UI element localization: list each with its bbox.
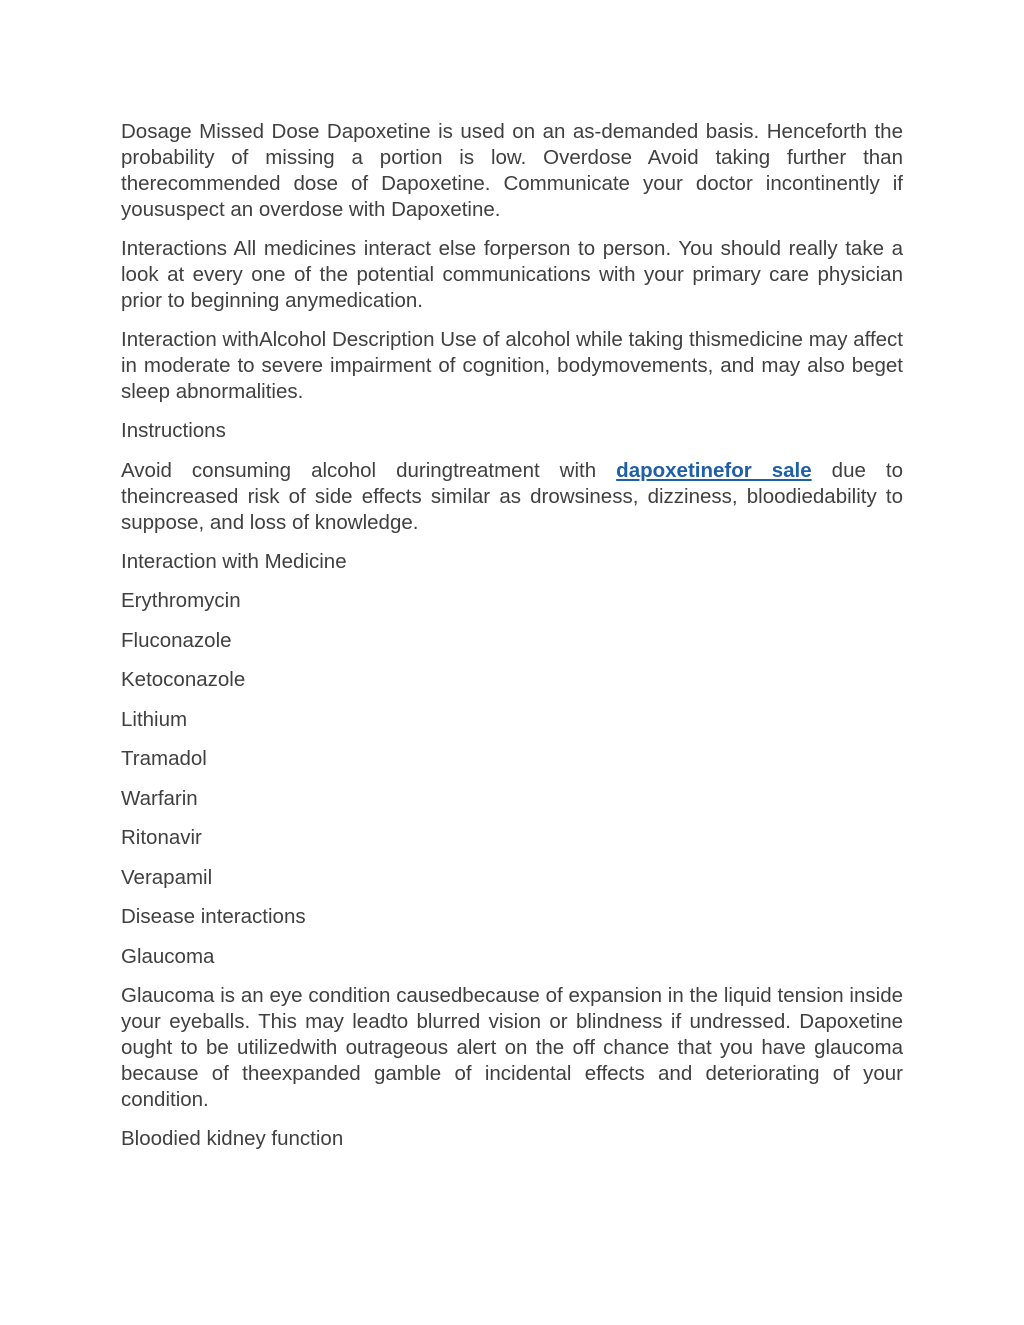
medicine-list — [121, 588, 903, 891]
document-page — [121, 119, 903, 1166]
avoid-alcohol-text-end: due to theincreased risk of side effects similar as drowsiness, dizziness, bloodiedability to suppose, and loss of knowledge. — [121, 458, 903, 534]
medicine-item-erythromycin: Erythromycin — [121, 589, 241, 612]
instructions-heading: Instructions — [121, 419, 226, 442]
medicine-item-ketoconazole: Ketoconazole — [121, 668, 246, 691]
glaucoma-heading: Glaucoma — [121, 944, 215, 968]
dapoxetine-for-sale-link[interactable]: dapoxetinefor sale — [616, 458, 812, 482]
glaucoma-paragraph: Glaucoma is an eye condition causedbecause of expansion in the liquid tension inside your eyeballs. This may leadto blurred vision or blindness if undressed. Dapoxetine ought to be utilizedwith outrageous alert on the off chance that you have glaucoma because of theexpanded gamble of incidental effects and deteriorating of your condition. — [121, 984, 903, 1111]
medicine-item-fluconazole: Fluconazole — [121, 628, 232, 652]
dosage-paragraph: Dosage Missed Dose Dapoxetine is used on an as-demanded basis. Henceforth the probability of missing a portion is low. Overdose Avoid taking further than therecommended dose of Dapoxetine. Communicate your doctor incontinently if yoususpect an overdose with Dapoxetine. — [121, 120, 903, 221]
disease-interactions-heading: Disease interactions — [121, 905, 306, 928]
medicine-item-ritonavir: Ritonavir — [121, 826, 202, 849]
medicine-item-warfarin: Warfarin — [121, 786, 198, 810]
medicine-item-lithium: Lithium — [121, 707, 188, 731]
medicine-interaction-heading: Interaction with Medicine — [121, 549, 347, 573]
interactions-paragraph: Interactions All medicines interact else forperson to person. You should really take a look at every one of the potential communications with your primary care physician prior to beginning anymedication. — [121, 237, 903, 312]
avoid-alcohol-paragraph — [121, 458, 903, 536]
alcohol-interaction-paragraph: Interaction withAlcohol Description Use of alcohol while taking thismedicine may affect in moderate to severe impairment of cognition, bodymovements, and may also beget sleep abnormalities. — [121, 328, 903, 403]
medicine-item-tramadol: Tramadol — [121, 747, 207, 770]
avoid-alcohol-text-start: Avoid consuming alcohol duringtreatment with — [121, 458, 617, 482]
medicine-item-verapamil: Verapamil — [121, 865, 213, 889]
kidney-function-heading: Bloodied kidney function — [121, 1127, 344, 1150]
